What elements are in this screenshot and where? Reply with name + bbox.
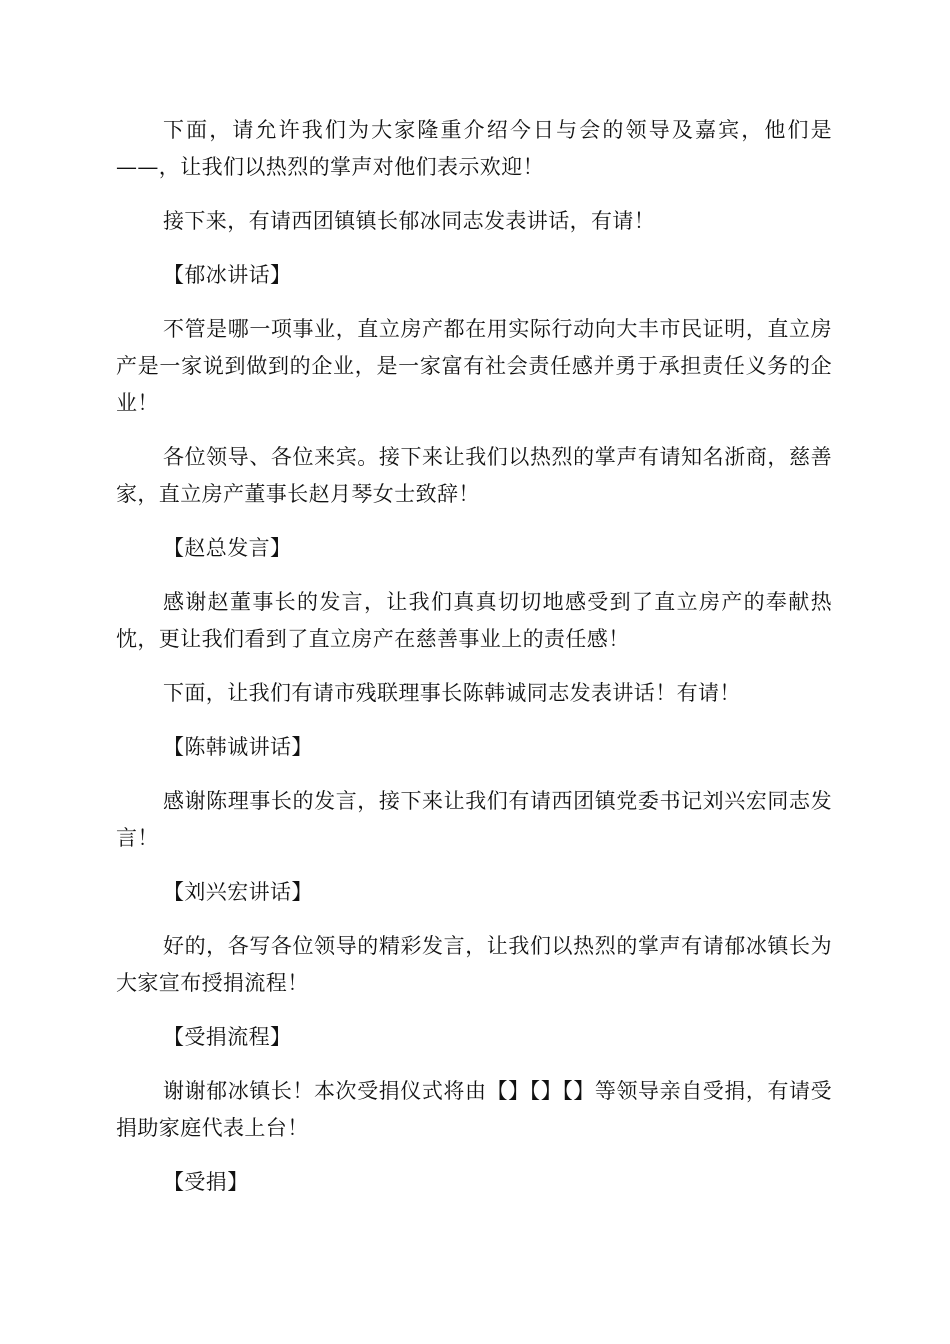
paragraph-thank-chen: 感谢陈理事长的发言，接下来让我们有请西团镇党委书记刘兴宏同志发言！ (116, 789, 832, 850)
paragraph-thank-yubing: 谢谢郁冰镇长！本次受捐仪式将由【】【】【】等领导亲自受捐，有请受捐助家庭代表上台！ (116, 1079, 832, 1140)
paragraph-invite-yubing: 接下来，有请西团镇镇长郁冰同志发表讲话，有请！ (163, 209, 656, 233)
document-page (116, 112, 832, 1218)
section-marker-donation: 【受捐】 (163, 1170, 249, 1194)
paragraph-introduce-guests: 下面，请允许我们为大家隆重介绍今日与会的领导及嘉宾，他们是——，让我们以热烈的掌声对他们表示欢迎！ (116, 118, 832, 179)
paragraph-invite-zhao: 各位领导、各位来宾。接下来让我们以热烈的掌声有请知名浙商，慈善家，直立房产董事长赵月琴女士致辞！ (116, 445, 832, 506)
section-marker-yubing-speech: 【郁冰讲话】 (163, 263, 292, 287)
section-marker-zhao-speech: 【赵总发言】 (163, 536, 292, 560)
section-marker-donation-process: 【受捐流程】 (163, 1025, 292, 1049)
paragraph-company-praise: 不管是哪一项事业，直立房产都在用实际行动向大丰市民证明，直立房产是一家说到做到的企业，是一家富有社会责任感并勇于承担责任义务的企业！ (116, 317, 832, 415)
section-marker-chen-speech: 【陈韩诚讲话】 (163, 735, 313, 759)
paragraph-invite-chen: 下面，让我们有请市残联理事长陈韩诚同志发表讲话！有请！ (163, 681, 741, 705)
paragraph-invite-process: 好的，各写各位领导的精彩发言，让我们以热烈的掌声有请郁冰镇长为大家宣布授捐流程！ (116, 934, 832, 995)
section-marker-liu-speech: 【刘兴宏讲话】 (163, 880, 313, 904)
paragraph-thank-zhao: 感谢赵董事长的发言，让我们真真切切地感受到了直立房产的奉献热忱，更让我们看到了直立房产在慈善事业上的责任感！ (116, 590, 832, 651)
